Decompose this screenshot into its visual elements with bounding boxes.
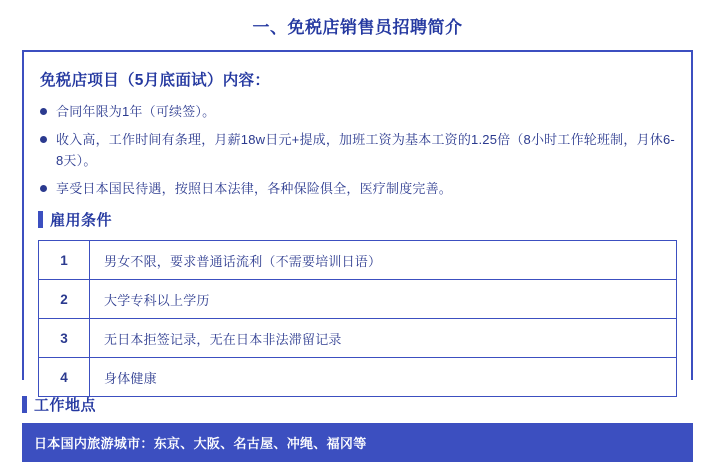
workplace-section (22, 394, 693, 462)
list-item-text: 合同年限为1年（可续签）。 (56, 104, 216, 119)
row-number: 4 (39, 358, 90, 397)
row-text: 身体健康 (90, 358, 677, 397)
table-row (39, 280, 677, 319)
list-item-text: 收入高，工作时间有条理，月薪18w日元+提成，加班工资为基本工资的1.25倍（8小时工作轮班制，月休6-8天）。 (56, 132, 675, 168)
page-title: 一、免税店销售员招聘简介 (252, 18, 463, 37)
row-text: 无日本拒签记录，无在日本非法滞留记录 (90, 319, 677, 358)
conditions-heading-label: 雇用条件 (50, 212, 113, 229)
list-item (38, 129, 677, 171)
bullet-dot-icon (40, 185, 47, 192)
conditions-section-heading (38, 209, 677, 230)
workplace-section-heading (22, 394, 693, 415)
row-text: 大学专科以上学历 (90, 280, 677, 319)
workplace-heading-label: 工作地点 (34, 397, 97, 414)
bullet-dot-icon (40, 136, 47, 143)
row-number: 2 (39, 280, 90, 319)
table-row (39, 241, 677, 280)
conditions-table (38, 240, 677, 397)
workplace-band: 日本国内旅游城市：东京、大阪、名古屋、冲绳、福冈等 (22, 423, 693, 462)
row-number: 1 (39, 241, 90, 280)
intro-heading: 免税店项目（5月底面试）内容： (40, 72, 271, 89)
table-row (39, 319, 677, 358)
row-number: 3 (39, 319, 90, 358)
list-item (38, 178, 677, 199)
table-row (39, 358, 677, 397)
list-item (38, 101, 677, 122)
intro-content-box (22, 50, 693, 386)
section-marker-icon (22, 396, 27, 413)
intro-bullet-list (38, 101, 677, 199)
bullet-dot-icon (40, 108, 47, 115)
list-item-text: 享受日本国民待遇，按照日本法律，各种保险俱全，医疗制度完善。 (56, 181, 453, 196)
section-marker-icon (38, 211, 43, 228)
row-text: 男女不限，要求普通话流利（不需要培训日语） (90, 241, 677, 280)
